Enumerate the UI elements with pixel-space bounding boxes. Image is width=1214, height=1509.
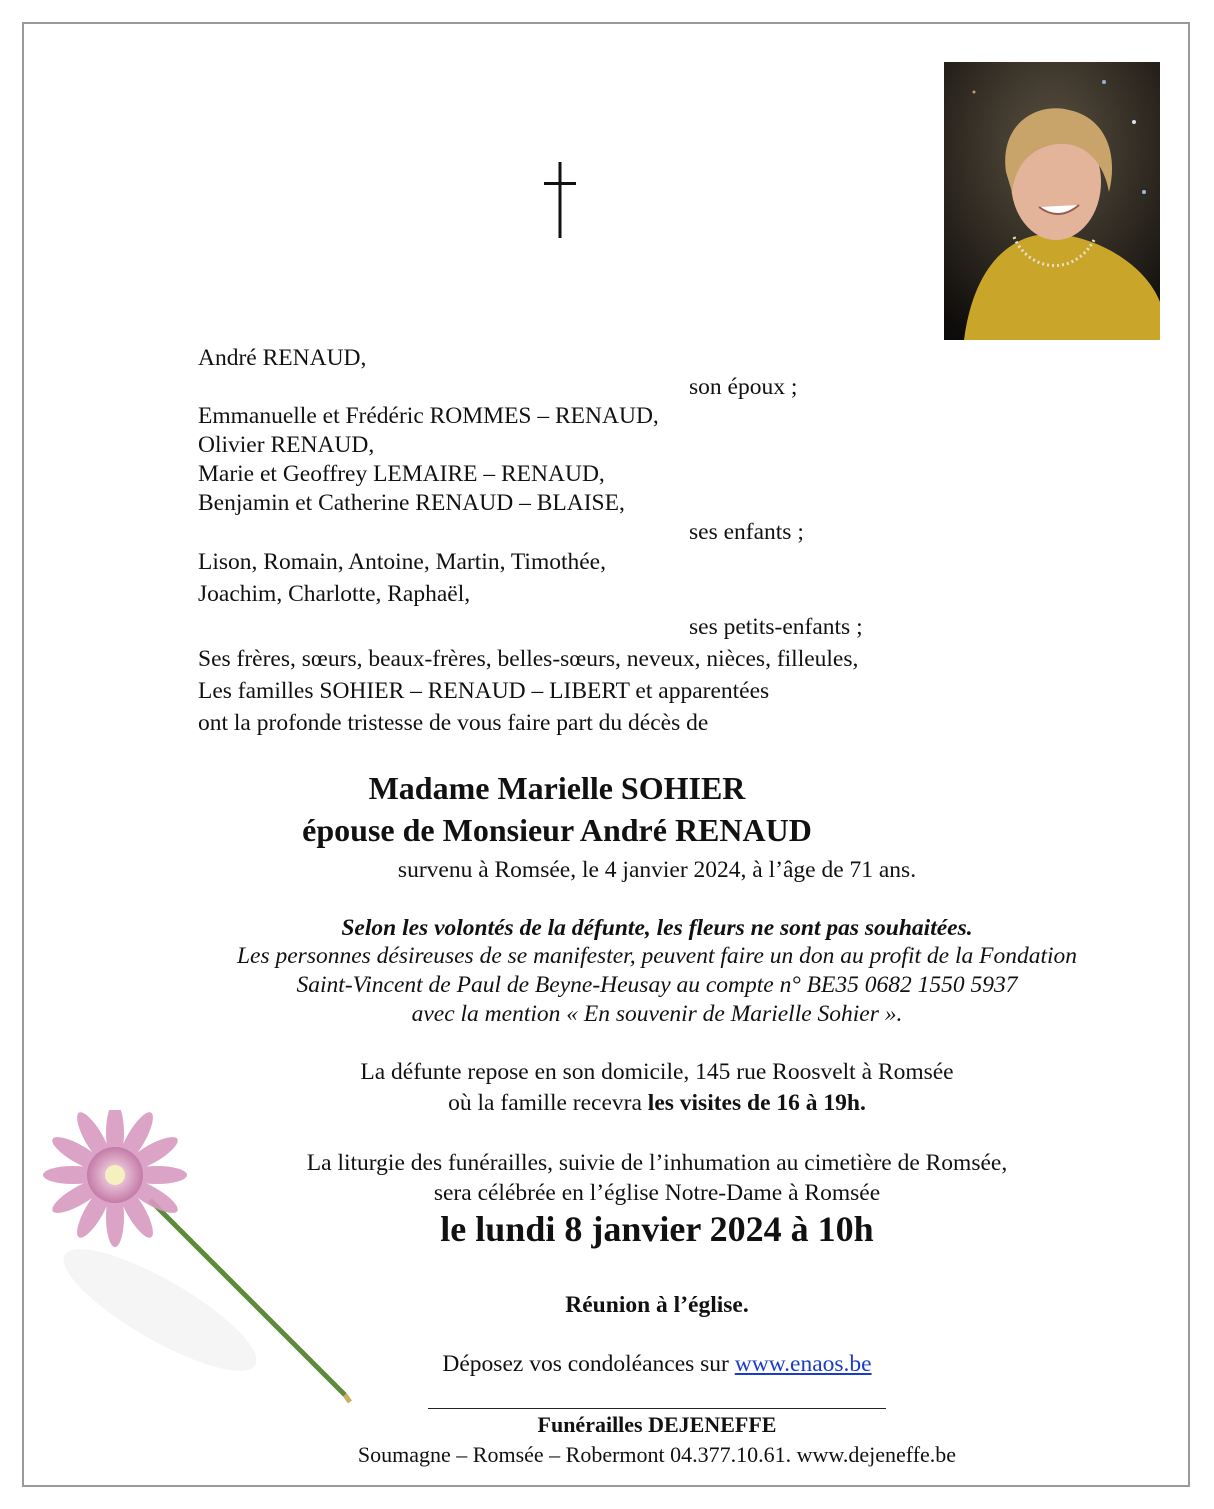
deceased-name: Madame Marielle SOHIER — [368, 770, 746, 806]
funeral-home-details: Soumagne – Romsée – Robermont 04.377.10.61. www.dejeneffe.be — [357, 1442, 957, 1467]
donation-line: avec la mention « En souvenir de Marielle Sohier ». — [411, 1001, 903, 1027]
condolences-link[interactable]: www.enaos.be — [734, 1351, 872, 1377]
visitation-time: les visites de 16 à 19h. — [647, 1090, 866, 1116]
announcement-line: ont la profonde tristesse de vous faire part du décès de — [198, 710, 709, 736]
spouse-role: son époux ; — [689, 374, 798, 400]
donation-line: Saint-Vincent de Paul de Beyne-Heusay au compte n° BE35 0682 1550 5937 — [296, 972, 1018, 998]
funeral-date: le lundi 8 janvier 2024 à 10h — [440, 1209, 874, 1249]
condolences-prefix: Déposez vos condoléances sur — [442, 1351, 735, 1377]
ceremony-location: sera célébrée en l’église Notre-Dame à Romsée — [433, 1180, 881, 1206]
relatives-line: Ses frères, sœurs, beaux-frères, belles-sœurs, neveux, nièces, filleules, — [198, 646, 859, 672]
relatives-line: Les familles SOHIER – RENAUD – LIBERT et apparentées — [198, 678, 770, 704]
child-line: Emmanuelle et Frédéric ROMMES – RENAUD, — [198, 403, 659, 429]
children-role: ses enfants ; — [689, 519, 804, 545]
grandchildren-line: Joachim, Charlotte, Raphaël, — [198, 581, 471, 607]
divider — [428, 1408, 886, 1409]
cross-icon — [540, 160, 580, 240]
deceased-spouse-line: épouse de Monsieur André RENAUD — [302, 812, 812, 848]
ceremony-line: La liturgie des funérailles, suivie de l’inhumation au cimetière de Romsée, — [306, 1150, 1008, 1176]
visitation-prefix: où la famille recevra — [448, 1090, 648, 1116]
child-line: Olivier RENAUD, — [198, 432, 375, 458]
child-line: Benjamin et Catherine RENAUD – BLAISE, — [198, 490, 625, 516]
portrait-photo — [944, 62, 1160, 340]
flower-illustration — [40, 1110, 380, 1410]
meeting-note: Réunion à l’église. — [565, 1292, 749, 1318]
donation-line: Les personnes désireuses de se manifester, peuvent faire un don au profit de la Fondation — [236, 943, 1078, 969]
death-info: survenu à Romsée, le 4 janvier 2024, à l’âge de 71 ans. — [397, 857, 917, 883]
wishes-headline: Selon les volontés de la défunte, les fleurs ne sont pas souhaitées. — [341, 915, 973, 941]
grandchildren-line: Lison, Romain, Antoine, Martin, Timothée, — [198, 549, 606, 575]
funeral-home-name: Funérailles DEJENEFFE — [537, 1412, 777, 1437]
visitation-line: La défunte repose en son domicile, 145 rue Roosvelt à Romsée — [360, 1059, 954, 1085]
spouse-name: André RENAUD, — [198, 345, 367, 371]
grandchildren-role: ses petits-enfants ; — [689, 614, 863, 640]
child-line: Marie et Geoffrey LEMAIRE – RENAUD, — [198, 461, 605, 487]
